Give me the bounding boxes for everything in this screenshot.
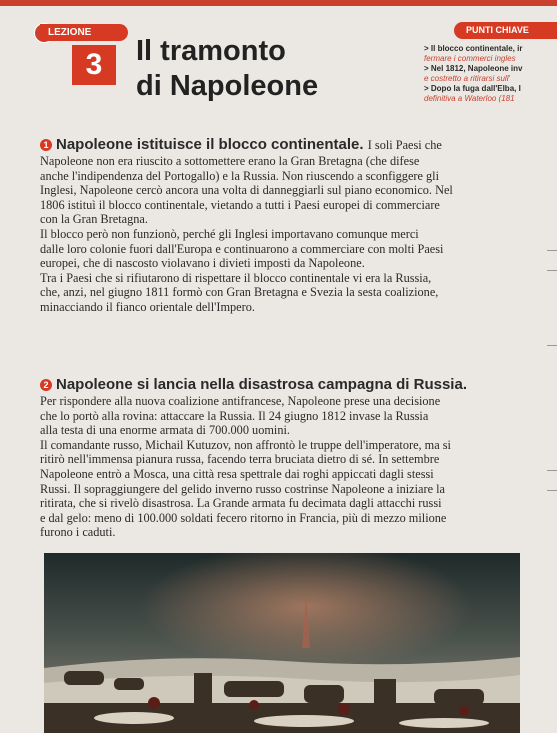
body-line: Napoleone non era riuscito a sottomettere erano la Gran Bretagna (che difese <box>40 154 420 168</box>
lesson-number: 3 <box>72 45 116 85</box>
body-line: che, anzi, nel giugno 1811 formò con Gran Bretagna e Svezia la sesta coalizione, <box>40 285 439 300</box>
key-point: > Nel 1812, Napoleone inv e costretto a ritirarsi sull' <box>424 64 523 83</box>
body-line: europei, che di nascosto violavano i divieti imposti da Napoleone. <box>40 256 365 271</box>
body-line: ritirò nell'immensa pianura russa, facendo terra bruciata dietro di sé. In settembre <box>40 452 440 467</box>
title-line-2: di Napoleone <box>136 70 319 102</box>
body-line: Inglesi, Napoleone cercò ancora una volta di danneggiarli sul piano economico. Nel <box>40 183 453 198</box>
lesson-tag: LEZIONE <box>40 24 128 41</box>
body-line: Il comandante russo, Michail Kutuzov, non affrontò le truppe dell'imperatore, ma si <box>40 437 451 452</box>
body-line: Napoleone entrò a Mosca, una città resa spettrale dai roghi appiccati dagli stessi <box>40 466 434 481</box>
body-line: Per rispondere alla nuova coalizione antifrancese, Napoleone prese una decisione <box>40 394 441 408</box>
key-points-header: PUNTI CHIAVE <box>454 22 557 39</box>
body-line: e dal gelo: meno di 100.000 soldati fecero ritorno in Francia, più di mezzo milione <box>40 510 447 525</box>
key-points-box <box>424 44 557 104</box>
body-line: furono i caduti. <box>40 525 116 540</box>
top-accent-bar <box>0 0 557 6</box>
body-line: alla testa di una enorme armata di 700.000 uomini. <box>40 423 290 438</box>
body-line: Tra i Paesi che si rifiutarono di rispettare il blocco continentale vi era la Russia, <box>40 270 432 285</box>
body-line: 1806 istituì il blocco continentale, vietando a tutti i Paesi europei di commerciare <box>40 197 440 212</box>
section-2-heading: 2 Napoleone si lancia nella disastrosa campagna di Russia. <box>40 376 520 394</box>
key-point: > Il blocco continentale, ir fermare i commerci ingles <box>424 44 523 63</box>
body-line: dalle loro colonie fuori dall'Europa e continuarono a commerciare con molti Paesi <box>40 241 444 256</box>
body-line: con la Gran Bretagna. <box>40 212 148 227</box>
section-2 <box>40 376 520 540</box>
key-point: > Dopo la fuga dall'Elba, I definitiva a Waterloo (181 <box>424 84 521 103</box>
body-line: che lo portò alla rovina: attaccare la Russia. Il 24 giugno 1812 invase la Russia <box>40 408 429 423</box>
margin-marks <box>536 250 557 550</box>
section-1 <box>40 136 520 315</box>
page-title <box>136 34 318 104</box>
body-line: ritirata, che si rivelò disastrosa. La Grande armata fu decimata dagli attacchi russi <box>40 496 442 511</box>
section-number-badge: 2 <box>40 379 52 391</box>
section-1-heading: 1 Napoleone istituisce il blocco continentale. I soli Paesi che <box>40 136 520 154</box>
body-line: minacciando il fianco orientale dell'Impero. <box>40 299 255 314</box>
title-line-1: Il tramonto <box>136 35 286 67</box>
painting-image <box>44 553 520 733</box>
body-line: anche l'indipendenza del Portogallo) e la Russia. Non riuscendo a sconfiggere gli <box>40 168 440 183</box>
body-line: Il blocco però non funzionò, perché gli Inglesi importavano comunque merci <box>40 226 419 241</box>
body-line: Russi. Il sopraggiungere del gelido inverno russo costrinse Napoleone a iniziare la <box>40 481 446 496</box>
section-number-badge: 1 <box>40 139 52 151</box>
